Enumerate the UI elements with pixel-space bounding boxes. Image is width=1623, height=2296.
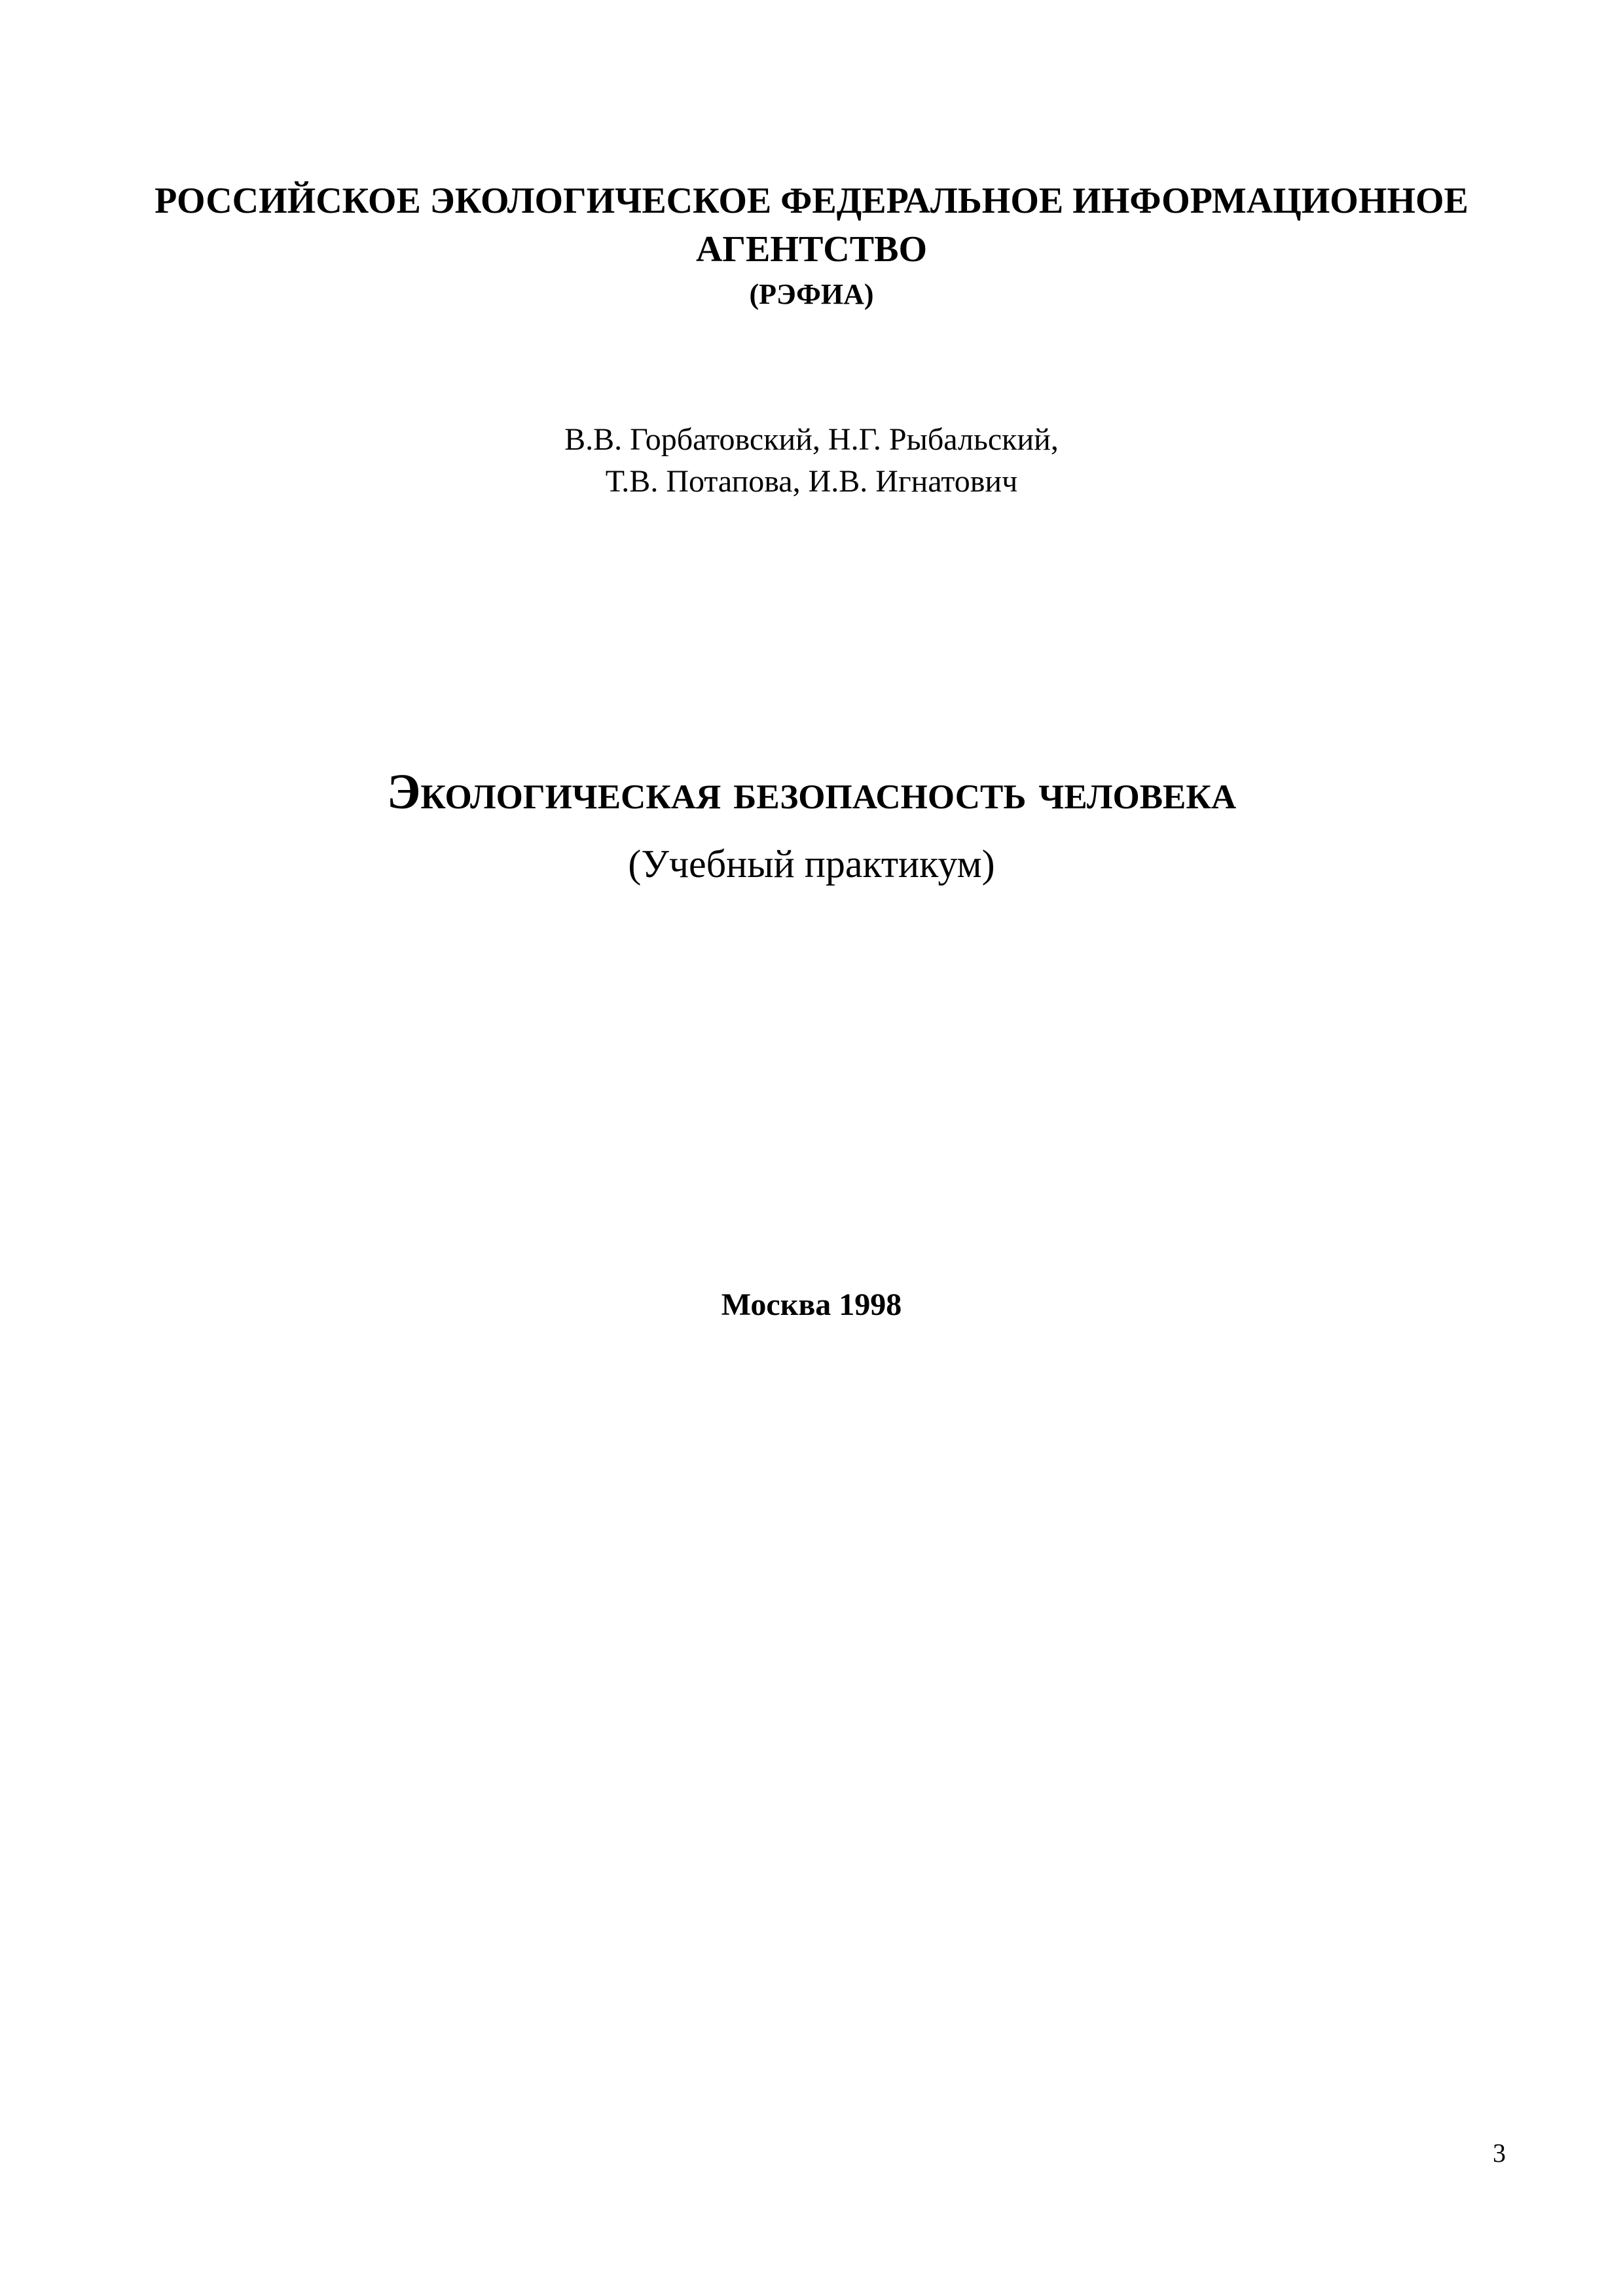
organization-name-line1: РОССИЙСКОЕ ЭКОЛОГИЧЕСКОЕ ФЕДЕРАЛЬНОЕ ИНФОРМАЦИОННОЕ [155, 181, 1468, 221]
imprint-place-year: Москва 1998 [721, 1287, 902, 1322]
organization-name-line2: АГЕНТСТВО [695, 229, 928, 270]
authors-line2: Т.В. Потапова, И.В. Игнатович [605, 464, 1018, 499]
page-number: 3 [1493, 2138, 1506, 2168]
organization-abbreviation: (РЭФИА) [749, 278, 874, 310]
book-title: Экологическая безопасность человека [386, 764, 1237, 819]
authors-line1: В.В. Горбатовский, Н.Г. Рыбальский, [564, 422, 1059, 457]
book-subtitle: (Учебный практикум) [628, 842, 995, 886]
